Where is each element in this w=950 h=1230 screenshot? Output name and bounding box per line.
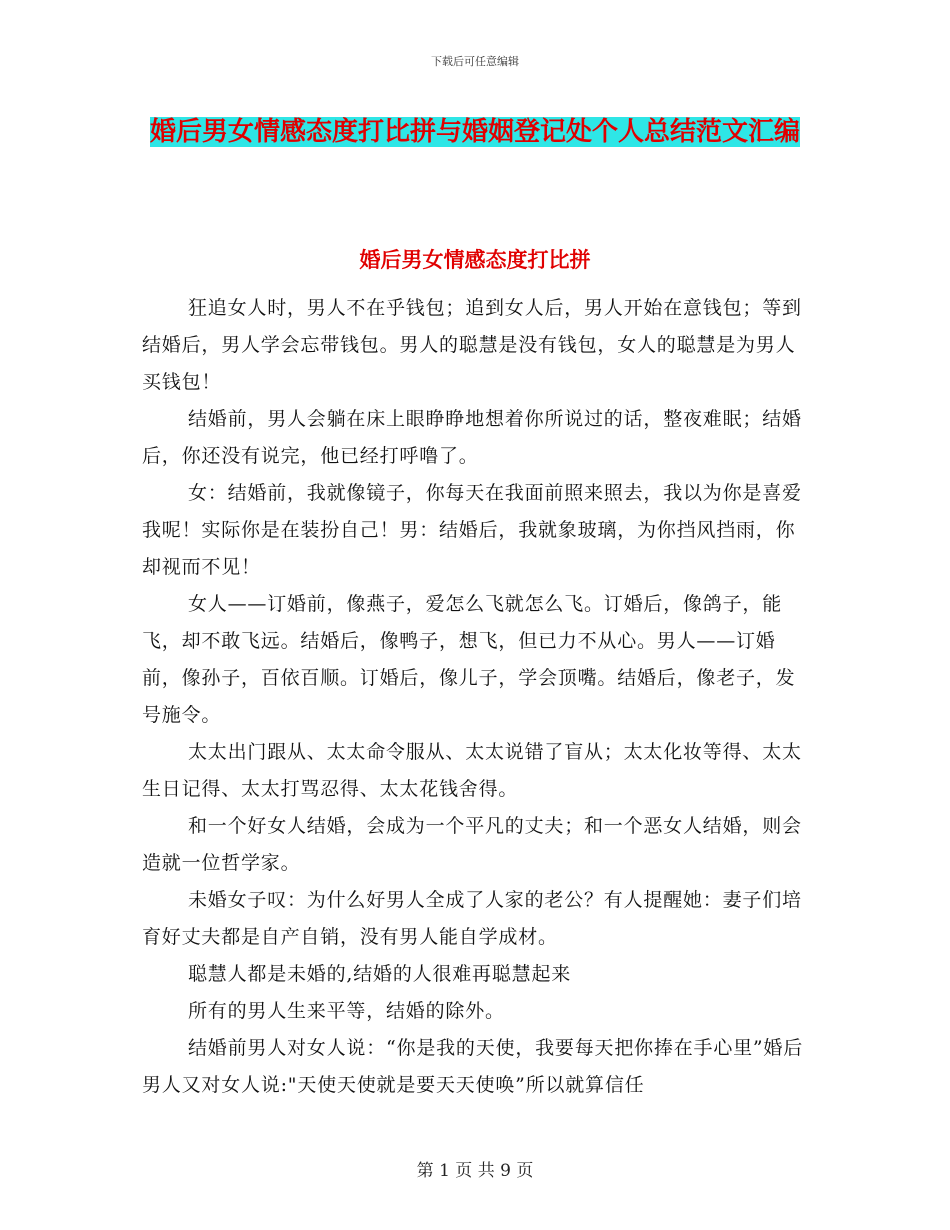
paragraph: 聪慧人都是未婚的,结婚的人很难再聪慧起来 <box>188 963 572 985</box>
section-title: 婚后男女情感态度打比拼 <box>359 248 591 272</box>
page-header: 下载后可任意编辑 <box>431 55 519 68</box>
paragraph: 结婚前男人对女人说：“你是我的天使，我要每天把你捧在手心里”婚后男人又对女人说:"天使天使就是要天天使唤”所以就算信任 <box>142 1037 804 1096</box>
paragraph: 女人——订婚前，像燕子，爱怎么飞就怎么飞。订婚后，像鸽子，能飞，却不敢飞远。结婚后，像鸭子，想飞，但已力不从心。男人——订婚前，像孙子，百依百顺。订婚后，像儿子，学会顶嘴。结婚后，像老子，发号施令。 <box>142 593 796 726</box>
document-body <box>142 290 808 1104</box>
paragraph: 未婚女子叹：为什么好男人全成了人家的老公？有人提醒她：妻子们培育好丈夫都是自产自销，没有男人能自学成材。 <box>142 889 802 948</box>
paragraph: 和一个好女人结婚，会成为一个平凡的丈夫；和一个恶女人结婚，则会造就一位哲学家。 <box>142 815 802 874</box>
paragraph: 所有的男人生来平等，结婚的除外。 <box>188 1000 505 1022</box>
page-number-footer: 第 1 页 共 9 页 <box>416 1161 534 1181</box>
paragraph: 女：结婚前，我就像镜子，你每天在我面前照来照去，我以为你是喜爱我呢！实际你是在装扮自己！男：结婚后，我就象玻璃，为你挡风挡雨，你却视而不见！ <box>142 482 802 578</box>
paragraph: 狂追女人时，男人不在乎钱包；追到女人后，男人开始在意钱包；等到结婚后，男人学会忘带钱包。男人的聪慧是没有钱包，女人的聪慧是为男人买钱包！ <box>142 297 802 393</box>
paragraph: 结婚前，男人会躺在床上眼睁睁地想着你所说过的话，整夜难眠；结婚后，你还没有说完，他已经打呼噜了。 <box>142 408 802 467</box>
document-title-text: 婚后男女情感态度打比拼与婚姻登记处个人总结范文汇编 <box>149 117 800 147</box>
paragraph: 太太出门跟从、太太命令服从、太太说错了盲从；太太化妆等得、太太生日记得、太太打骂忍得、太太花钱舍得。 <box>142 741 802 800</box>
document-title <box>140 108 810 156</box>
